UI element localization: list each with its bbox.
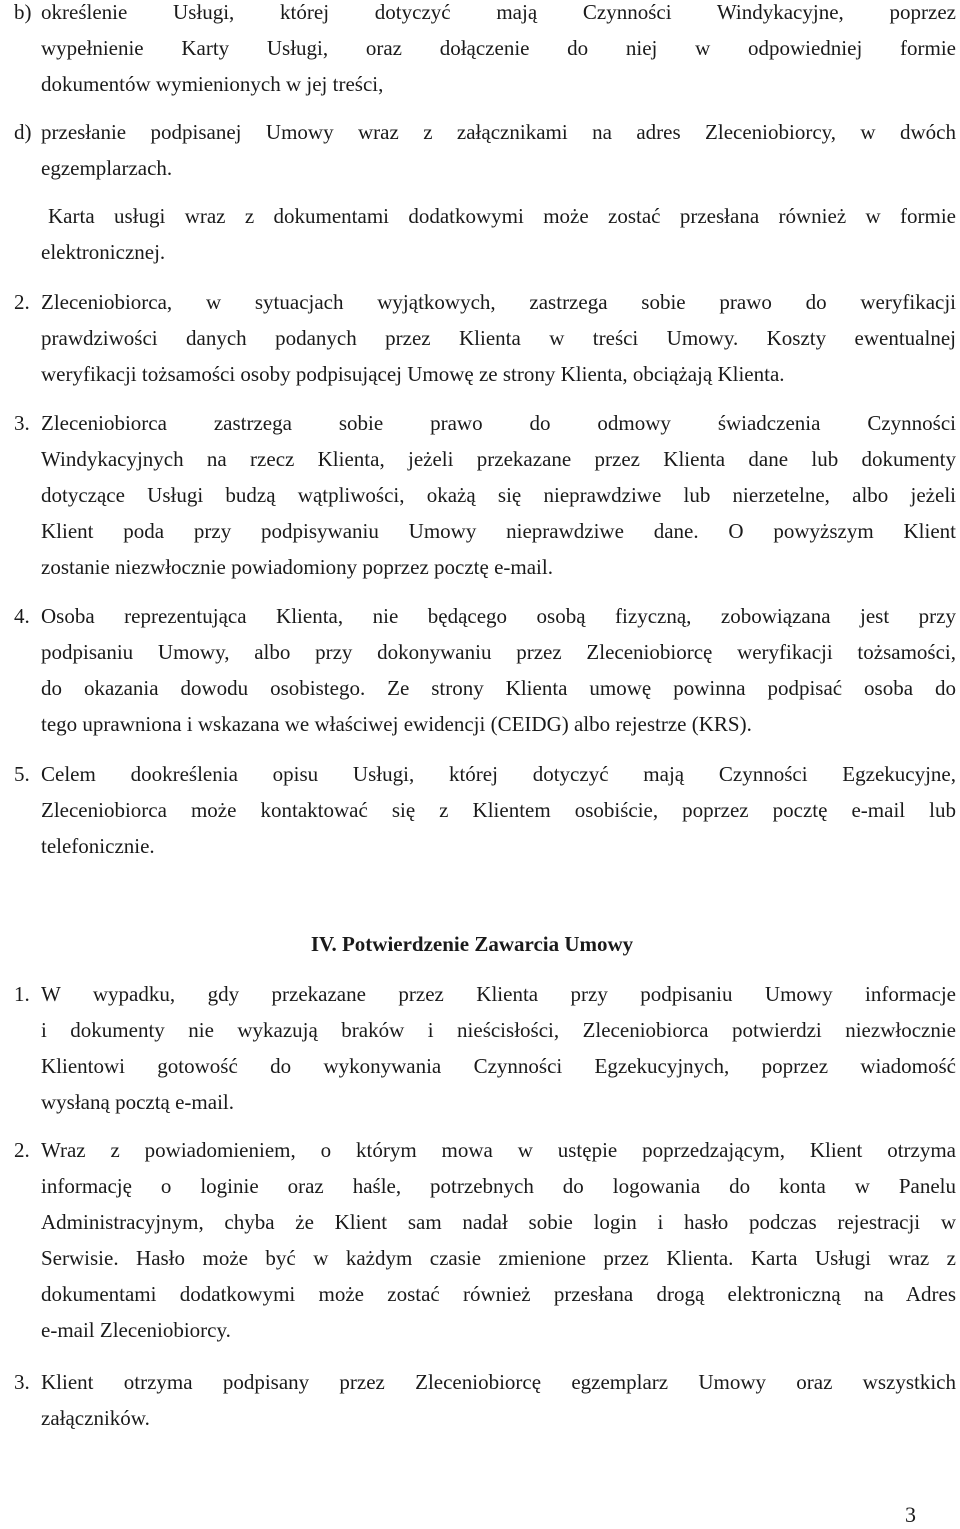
numbered-item-iv-1 bbox=[14, 976, 956, 1120]
item-text bbox=[41, 1132, 956, 1348]
item-text bbox=[41, 598, 956, 742]
item-text bbox=[41, 756, 956, 864]
item-number: 2. bbox=[14, 1138, 30, 1162]
text-line: przesłanie podpisanej Umowy wraz z załącznikami na adres Zleceniobiorcy, w dwóch bbox=[41, 120, 956, 144]
text-line: tego uprawniona i wskazana we właściwej ewidencji (CEIDG) albo rejestrze (KRS). bbox=[41, 712, 752, 736]
text-line: Zleceniobiorca może kontaktować się z Klientem osobiście, poprzez pocztę e-mail lub bbox=[41, 798, 956, 822]
item-text bbox=[41, 976, 956, 1120]
text-line: dokumentami dodatkowymi może zostać również przesłana drogą elektroniczną na Adres bbox=[41, 1282, 956, 1306]
list-item-text bbox=[41, 114, 956, 186]
list-marker: d) bbox=[14, 120, 32, 144]
list-item-d bbox=[14, 114, 956, 186]
text-line: Serwisie. Hasło może być w każdym czasie zmienione przez Klienta. Karta Usługi wraz z bbox=[41, 1246, 956, 1270]
item-number: 2. bbox=[14, 290, 30, 314]
item-number: 3. bbox=[14, 1370, 30, 1394]
text-line: e-mail Zleceniobiorcy. bbox=[41, 1318, 231, 1342]
text-line: informację o loginie oraz haśle, potrzebnych do logowania do konta w Panelu bbox=[41, 1174, 956, 1198]
text-line: określenie Usługi, której dotyczyć mają Czynności Windykacyjne, poprzez bbox=[41, 0, 956, 24]
numbered-item-4 bbox=[14, 598, 956, 742]
note-paragraph bbox=[14, 198, 956, 270]
text-line: wypełnienie Karty Usługi, oraz dołączenie do niej w odpowiedniej formie bbox=[41, 36, 956, 60]
text-line: Administracyjnym, chyba że Klient sam nadał sobie login i hasło podczas rejestracji w bbox=[41, 1210, 956, 1234]
text-line: do okazania dowodu osobistego. Ze strony Klienta umowę powinna podpisać osoba do bbox=[41, 676, 956, 700]
numbered-item-2 bbox=[14, 284, 956, 392]
numbered-item-5 bbox=[14, 756, 956, 864]
text-line: Celem dookreślenia opisu Usługi, której dotyczyć mają Czynności Egzekucyjne, bbox=[41, 762, 956, 786]
text-line: elektronicznej. bbox=[41, 240, 166, 264]
text-line: wysłaną pocztą e-mail. bbox=[41, 1090, 234, 1114]
text-line: zostanie niezwłocznie powiadomiony poprzez pocztę e-mail. bbox=[41, 555, 553, 579]
page-number: 3 bbox=[905, 1502, 916, 1527]
text-line: podpisaniu Umowy, albo przy dokonywaniu przez Zleceniobiorcę weryfikacji tożsamości, bbox=[41, 640, 956, 664]
text-line: prawdziwości danych podanych przez Klienta w treści Umowy. Koszty ewentualnej bbox=[41, 326, 956, 350]
item-number: 4. bbox=[14, 604, 30, 628]
text-line: Zleceniobiorca, w sytuacjach wyjątkowych, zastrzega sobie prawo do weryfikacji bbox=[41, 290, 956, 314]
text-line: Osoba reprezentująca Klienta, nie będącego osobą fizyczną, zobowiązana jest przy bbox=[41, 604, 956, 628]
text-line: Klient poda przy podpisywaniu Umowy nieprawdziwe dane. O powyższym Klient bbox=[41, 519, 956, 543]
list-item-b bbox=[14, 0, 956, 102]
text-line: załączników. bbox=[41, 1406, 150, 1430]
item-text bbox=[41, 284, 956, 392]
text-line: dokumentów wymienionych w jej treści, bbox=[41, 72, 384, 96]
numbered-item-iv-2 bbox=[14, 1132, 956, 1348]
text-line: dotyczące Usługi budzą wątpliwości, okażą się nieprawdziwe lub nierzetelne, albo jeżeli bbox=[41, 483, 956, 507]
text-line: Klient otrzyma podpisany przez Zleceniobiorcę egzemplarz Umowy oraz wszystkich bbox=[41, 1370, 956, 1394]
item-number: 3. bbox=[14, 411, 30, 435]
section-heading: IV. Potwierdzenie Zawarcia Umowy bbox=[310, 932, 634, 956]
text-line: Klientowi gotowość do wykonywania Czynności Egzekucyjnych, poprzez wiadomość bbox=[41, 1054, 956, 1078]
numbered-item-iv-3 bbox=[14, 1364, 956, 1436]
item-number: 1. bbox=[14, 982, 30, 1006]
list-item-text bbox=[41, 0, 956, 102]
text-line: Karta usługi wraz z dokumentami dodatkowymi może zostać przesłana również w formie bbox=[48, 204, 956, 228]
text-line: weryfikacji tożsamości osoby podpisującej Umowę ze strony Klienta, obciążają Klienta. bbox=[41, 362, 785, 386]
text-line: egzemplarzach. bbox=[41, 156, 173, 180]
item-text bbox=[41, 1364, 956, 1436]
text-line: W wypadku, gdy przekazane przez Klienta przy podpisaniu Umowy informacje bbox=[41, 982, 956, 1006]
list-marker: b) bbox=[14, 0, 32, 24]
numbered-item-3 bbox=[14, 405, 956, 585]
text-line: i dokumenty nie wykazują braków i nieścisłości, Zleceniobiorca potwierdzi niezwłocznie bbox=[41, 1018, 956, 1042]
item-text bbox=[41, 405, 956, 585]
text-line: telefonicznie. bbox=[41, 834, 155, 858]
text-line: Zleceniobiorca zastrzega sobie prawo do odmowy świadczenia Czynności bbox=[41, 411, 956, 435]
item-number: 5. bbox=[14, 762, 30, 786]
text-line: Windykacyjnych na rzecz Klienta, jeżeli przekazane przez Klienta dane lub dokumenty bbox=[41, 447, 956, 471]
text-line: Wraz z powiadomieniem, o którym mowa w ustępie poprzedzającym, Klient otrzyma bbox=[41, 1138, 956, 1162]
